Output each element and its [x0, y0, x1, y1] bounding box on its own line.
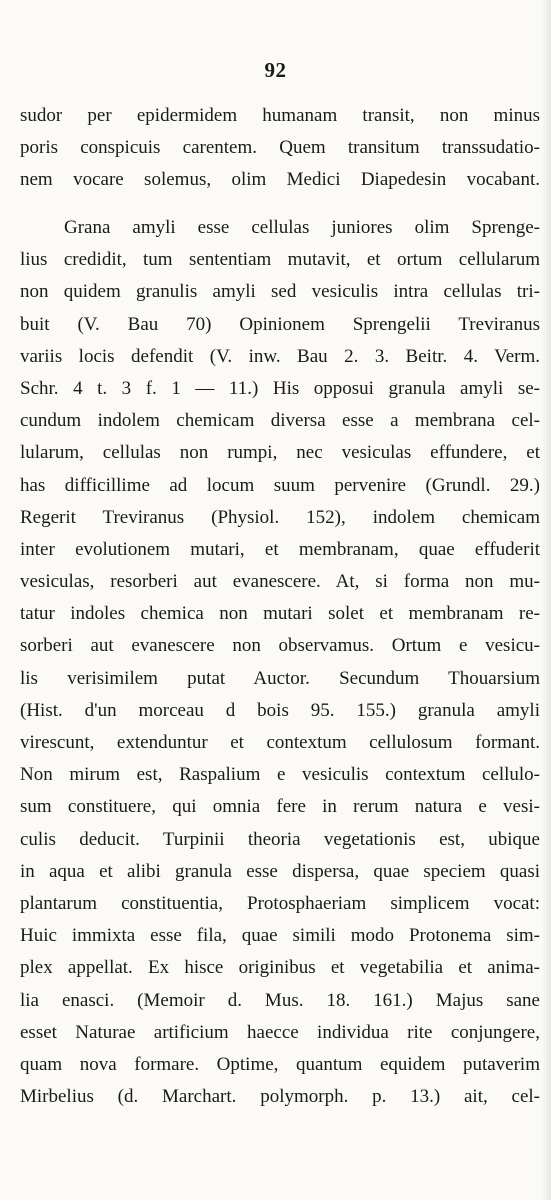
- text-line: virescunt, extenduntur et contextum cellulosum formant.: [20, 732, 540, 753]
- text-line: non quidem granulis amyli sed vesiculis intra cellulas tri-: [20, 281, 540, 303]
- page-edge-shadow: [541, 0, 551, 1200]
- text-line: Regerit Treviranus (Physiol. 152), indolem chemicam: [20, 506, 540, 528]
- text-line: Huic immixta esse fila, quae simili modo Protonema sim-: [20, 925, 540, 947]
- text-line: culis deducit. Turpinii theoria vegetationis est, ubique: [20, 828, 540, 850]
- text-line: (Hist. d'un morceau d bois 95. 155.) granula amyli: [20, 699, 540, 721]
- text-line: sorberi aut evanescere non observamus. Ortum e vesicu-: [20, 635, 540, 657]
- page-number: 92: [264, 58, 287, 82]
- paragraph-2: [20, 212, 540, 1113]
- text-line: has difficillime ad locum suum pervenire (Grundl. 29.): [20, 474, 540, 496]
- text-line: Non mirum est, Raspalium e vesiculis contextum cellulo-: [20, 764, 540, 786]
- text-line: sum constituere, qui omnia fere in rerum natura e vesi-: [20, 796, 540, 818]
- text-line: variis locis defendit (V. inw. Bau 2. 3. Beitr. 4. Verm.: [20, 345, 540, 367]
- text-line: lularum, cellulas non rumpi, nec vesiculas effundere, et: [20, 442, 540, 464]
- text-line: quam nova formare. Optime, quantum equidem putaverim: [20, 1053, 540, 1075]
- text-line: lia enasci. (Memoir d. Mus. 18. 161.) Majus sane: [20, 989, 540, 1011]
- text-line: buit (V. Bau 70) Opinionem Sprengelii Treviranus: [20, 313, 540, 335]
- text-line: plex appellat. Ex hisce originibus et vegetabilia et anima-: [20, 957, 540, 979]
- text-line: lius credidit, tum sententiam mutavit, et ortum cellularum: [20, 249, 540, 271]
- text-line: poris conspicuis carentem. Quem transitum transsudatio-: [20, 137, 540, 159]
- text-line: Mirbelius (d. Marchart. polymorph. p. 13.) ait, cel-: [20, 1086, 540, 1108]
- text-line: sudor per epidermidem humanam transit, non minus: [20, 105, 540, 126]
- text-line: inter evolutionem mutari, et membranam, quae effuderit: [20, 538, 540, 560]
- text-line: vesiculas, resorberi aut evanescere. At, si forma non mu-: [20, 571, 540, 593]
- text-line: in aqua et alibi granula esse dispersa, quae speciem quasi: [20, 860, 540, 882]
- text-line: cundum indolem chemicam diversa esse a membrana cel-: [20, 410, 540, 432]
- paragraph-1: [20, 100, 540, 197]
- text-line: esset Naturae artificium haecce individua rite conjungere,: [20, 1021, 540, 1043]
- text-line: plantarum constituentia, Protosphaeriam simplicem vocat:: [20, 892, 540, 914]
- text-line: nem vocare solemus, olim Medici Diapedesin vocabant.: [20, 169, 540, 191]
- text-line: Grana amyli esse cellulas juniores olim Sprenge-: [64, 217, 540, 238]
- text-line: Schr. 4 t. 3 f. 1 — 11.) His opposui granula amyli se-: [20, 377, 540, 399]
- text-line: lis verisimilem putat Auctor. Secundum Thouarsium: [20, 667, 540, 689]
- text-line: tatur indoles chemica non mutari solet et membranam re-: [20, 603, 540, 625]
